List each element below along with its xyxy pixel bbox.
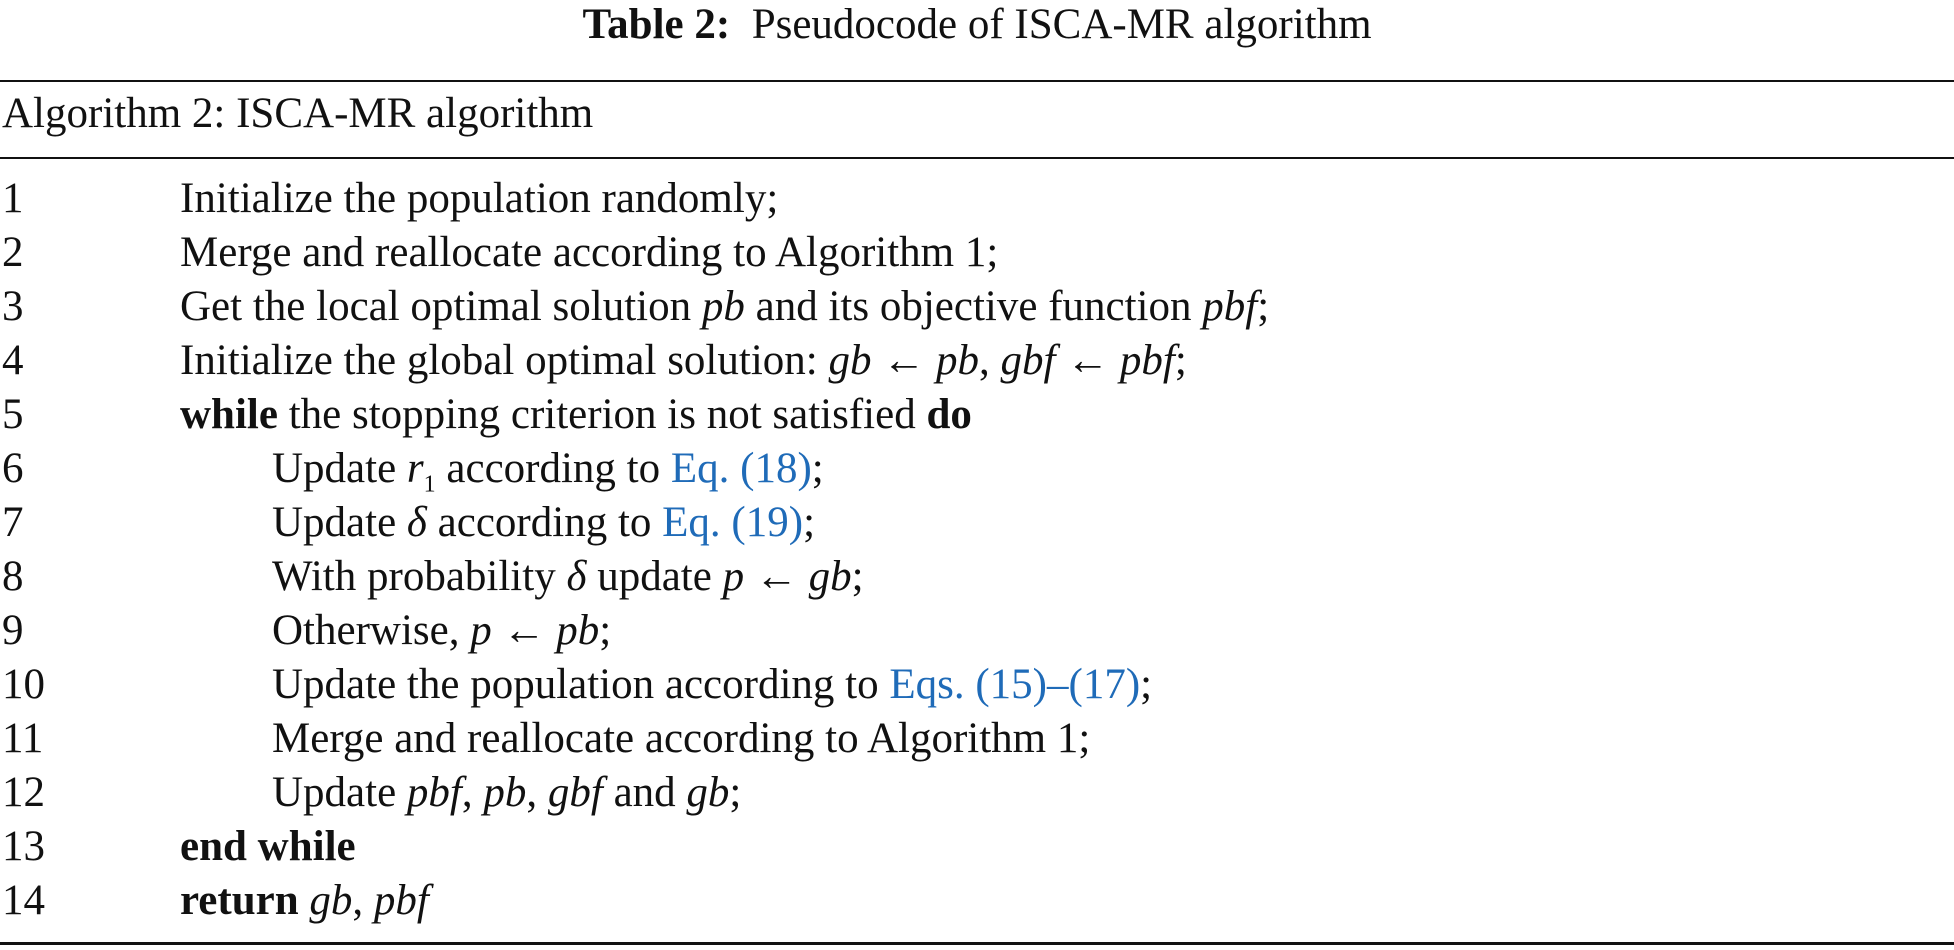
math-variable: gbf xyxy=(1000,337,1056,384)
line-number: 11 xyxy=(2,715,44,762)
algorithm-line-2 xyxy=(0,228,1954,282)
equation-reference-link[interactable]: Eqs. (15)–(17) xyxy=(889,661,1141,708)
line-number: 9 xyxy=(2,607,24,654)
line-number: 12 xyxy=(2,769,45,816)
algorithm-line-5 xyxy=(0,390,1954,444)
algorithm-line-9 xyxy=(0,606,1954,660)
math-subscript: 1 xyxy=(423,471,436,498)
line-number: 8 xyxy=(2,553,24,600)
math-variable: pb xyxy=(935,337,979,384)
line-number: 13 xyxy=(2,823,45,870)
line-code: With probability δ update p ← gb; xyxy=(272,553,864,600)
top-rule xyxy=(0,80,1954,82)
algorithm-line-7 xyxy=(0,498,1954,552)
math-variable: pbf xyxy=(406,769,462,816)
line-number: 4 xyxy=(2,337,24,384)
caption-label: Table 2: xyxy=(582,1,731,48)
math-variable: gb xyxy=(309,877,353,924)
line-number: 1 xyxy=(2,175,24,222)
line-number: 5 xyxy=(2,391,24,438)
line-code: Update $r_1$ according to Eq. (18); xyxy=(272,445,824,498)
line-number: 2 xyxy=(2,229,24,276)
math-variable: p xyxy=(470,607,492,654)
keyword: end while xyxy=(180,823,356,870)
algorithm-header: Algorithm 2: ISCA-MR algorithm xyxy=(2,90,594,137)
math-variable: pb xyxy=(483,769,527,816)
math-variable: pb xyxy=(701,283,745,330)
line-code: Initialize the population randomly; xyxy=(180,175,779,222)
algorithm-line-12 xyxy=(0,768,1954,822)
math-variable: gbf xyxy=(547,769,603,816)
line-code: Update the population according to Eqs. (15)–(17); xyxy=(272,661,1153,708)
line-code: Initialize the global optimal solution: gb ← pb, gbf ← pbf; xyxy=(180,337,1187,384)
math-variable: pb xyxy=(556,607,600,654)
line-code: Get the local optimal solution pb and its objective function pbf; xyxy=(180,283,1270,330)
line-code: while the stopping criterion is not satisfied do xyxy=(180,391,972,438)
keyword: return xyxy=(180,877,299,924)
math-variable: pbf xyxy=(1119,337,1175,384)
algorithm-line-4 xyxy=(0,336,1954,390)
line-code: return gb, pbf xyxy=(180,877,429,924)
header-rule xyxy=(0,157,1954,159)
math-variable: gb xyxy=(808,553,852,600)
algorithm-line-13 xyxy=(0,822,1954,876)
algorithm-line-14 xyxy=(0,876,1954,930)
algorithm-line-3 xyxy=(0,282,1954,336)
line-code: Otherwise, p ← pb; xyxy=(272,607,612,654)
equation-reference-link[interactable]: Eq. (19) xyxy=(662,499,804,546)
line-code: Update pbf, pb, gbf and gb; xyxy=(272,769,742,816)
equation-reference-link[interactable]: Eq. (18) xyxy=(670,445,812,492)
line-code xyxy=(180,822,356,872)
math-variable: pbf xyxy=(1202,283,1258,330)
algorithm-line-11 xyxy=(0,714,1954,768)
line-number: 14 xyxy=(2,877,45,924)
line-code: Merge and reallocate according to Algorithm 1; xyxy=(272,715,1091,762)
math-variable: r xyxy=(406,445,424,492)
bottom-rule xyxy=(0,942,1954,945)
algorithm-line-6 xyxy=(0,444,1954,498)
math-variable: δ xyxy=(566,553,587,600)
line-number: 7 xyxy=(2,499,24,546)
math-variable: pbf xyxy=(373,877,429,924)
line-number: 6 xyxy=(2,445,24,492)
keyword: while xyxy=(180,391,278,438)
math-variable: gb xyxy=(828,337,872,384)
algorithm-line-8 xyxy=(0,552,1954,606)
line-number: 10 xyxy=(2,661,45,708)
line-number: 3 xyxy=(2,283,24,330)
line-code: Update δ according to Eq. (19); xyxy=(272,499,816,546)
table-caption xyxy=(0,0,1954,60)
algorithm-line-1 xyxy=(0,174,1954,228)
algorithm-line-10 xyxy=(0,660,1954,714)
keyword: do xyxy=(926,391,972,438)
line-code: Merge and reallocate according to Algorithm 1; xyxy=(180,229,999,276)
caption-text: Pseudocode of ISCA-MR algorithm xyxy=(751,1,1372,48)
math-variable: gb xyxy=(686,769,730,816)
math-variable: δ xyxy=(406,499,427,546)
math-variable: p xyxy=(722,553,745,600)
